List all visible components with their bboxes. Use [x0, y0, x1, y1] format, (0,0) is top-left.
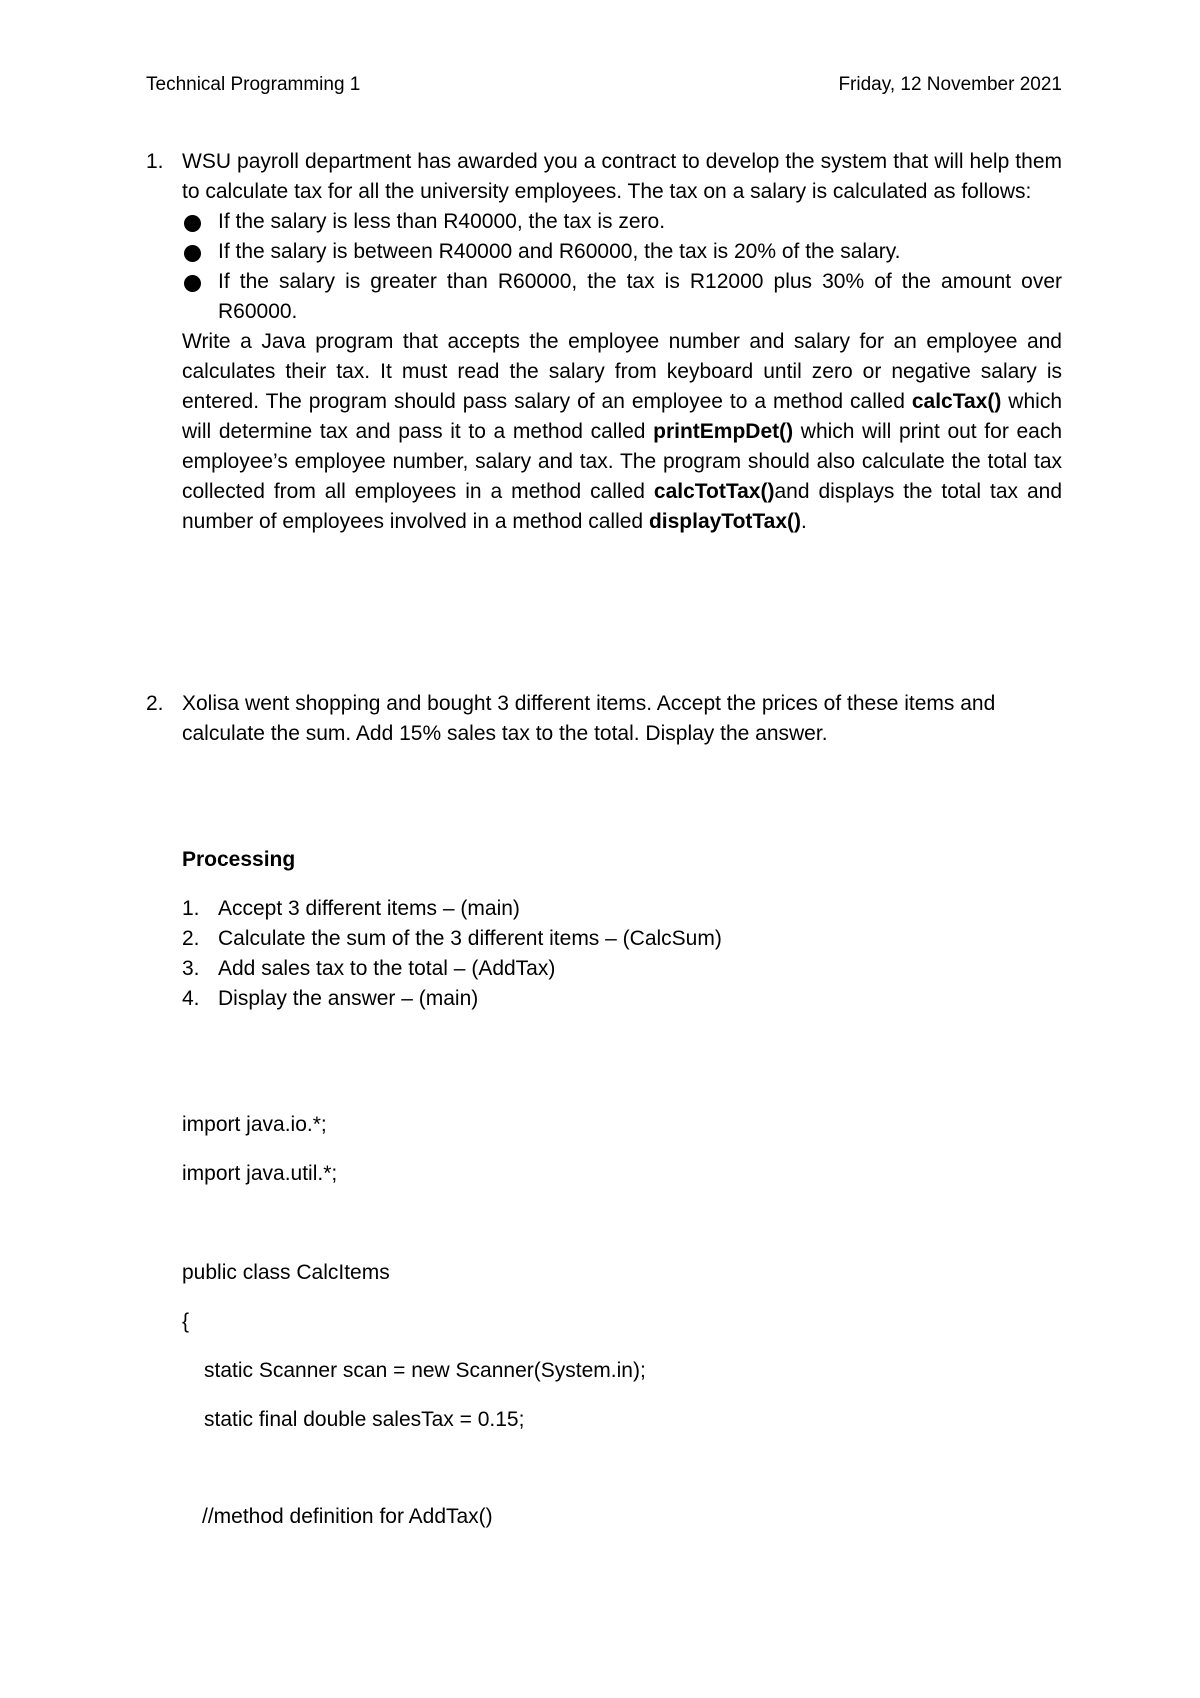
question-1-intro: WSU payroll department has awarded you a contract to develop the system that will help them to calculate tax for all the university employees. The tax on a salary is calculated as follows: — [182, 150, 1062, 203]
bullet-icon — [184, 245, 201, 262]
list-item: 3. Add sales tax to the total – (AddTax) — [182, 957, 556, 980]
question-1-number: 1. — [146, 150, 164, 173]
list-item: 2. Calculate the sum of the 3 different items – (CalcSum) — [182, 927, 722, 950]
question-2 — [146, 689, 1062, 749]
method-name: displayTotTax() — [648, 510, 802, 533]
list-item: 1. Accept 3 different items – (main) — [182, 897, 520, 920]
header-course-title: Technical Programming 1 — [146, 74, 361, 95]
code-line: public class CalcItems — [182, 1261, 390, 1284]
code-line: static Scanner scan = new Scanner(System.in); — [204, 1359, 646, 1382]
method-name: calcTax() — [911, 390, 1002, 413]
method-name: printEmpDet() — [653, 420, 794, 443]
processing-steps — [182, 894, 722, 1014]
code-line: import java.io.*; — [182, 1113, 327, 1136]
code-comment: //method definition for AddTax() — [202, 1505, 493, 1528]
question-2-text: Xolisa went shopping and bought 3 different items. Accept the prices of these items and calculate the sum. Add 15% sales tax to the total. Display the answer. — [182, 692, 996, 745]
method-name: calcTotTax() — [653, 480, 775, 503]
list-item: If the salary is greater than R60000, the tax is R12000 plus 30% of the amount over R60000. — [184, 267, 1062, 327]
tax-rules-list — [146, 207, 1062, 327]
list-item: If the salary is between R40000 and R60000, the tax is 20% of the salary. — [184, 237, 1062, 267]
code-line: import java.util.*; — [182, 1162, 338, 1185]
list-item: If the salary is less than R40000, the tax is zero. — [184, 207, 1062, 237]
code-line: static final double salesTax = 0.15; — [204, 1408, 525, 1431]
question-2-number: 2. — [146, 692, 164, 715]
processing-heading: Processing — [182, 848, 296, 871]
question-1-instructions: Write a Java program that accepts the employee number and salary for an employee and calculates their tax. It must read the salary from keyboard until zero or negative salary is entered. The program should pass salary of an employee to a method called calcTax() which will determine tax and pass it to a method called printEmpDet() which will print out for each employee’s employee number, salary and tax. The program should also calculate the total tax collected from all employees in a method called calcTotTax()and displays the total tax and number of employees involved in a method called displayTotTax(). — [182, 330, 1063, 533]
question-1 — [146, 147, 1062, 537]
page-header — [146, 74, 1062, 96]
code-line: { — [182, 1310, 190, 1333]
bullet-icon — [184, 275, 201, 292]
bullet-icon — [184, 215, 201, 232]
header-date: Friday, 12 November 2021 — [838, 74, 1062, 95]
list-item: 4. Display the answer – (main) — [182, 987, 479, 1010]
